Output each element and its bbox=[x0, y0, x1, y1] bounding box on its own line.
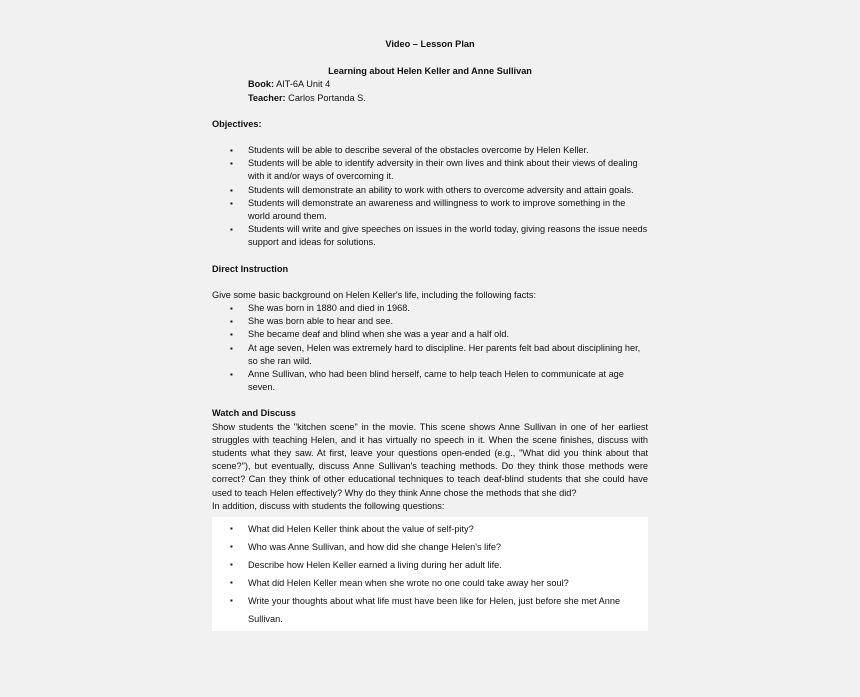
bullet-icon: ▪ bbox=[230, 304, 233, 314]
book-value: AIT-6A Unit 4 bbox=[274, 79, 331, 90]
bullet-icon: ▪ bbox=[230, 185, 233, 195]
list-item: ▪ Describe how Helen Keller earned a living during her adult life. bbox=[212, 556, 648, 574]
watch-discuss-heading: Watch and Discuss bbox=[212, 408, 296, 419]
list-item: ▪ What did Helen Keller mean when she wrote no one could take away her soul? bbox=[212, 574, 648, 592]
objectives-list bbox=[212, 144, 648, 250]
addition-intro: In addition, discuss with students the following questions: bbox=[212, 500, 445, 511]
objectives-heading: Objectives: bbox=[212, 118, 262, 129]
bullet-icon: ▪ bbox=[230, 370, 233, 380]
bullet-icon: ▪ bbox=[230, 330, 233, 340]
bullet-icon: ▪ bbox=[230, 159, 233, 169]
list-item: ▪ Who was Anne Sullivan, and how did she change Helen's life? bbox=[212, 538, 648, 556]
direct-instruction-heading: Direct Instruction bbox=[212, 263, 289, 274]
questions-list bbox=[212, 520, 648, 628]
bullet-icon: ▪ bbox=[230, 146, 233, 156]
bullet-icon: ▪ bbox=[230, 343, 233, 353]
bullet-icon: ▪ bbox=[230, 198, 233, 208]
list-item: ▪ Students will be able to identify adversity in their own lives and think about their views of dealing with it and/or ways of overcoming it. bbox=[230, 158, 638, 182]
list-item: ▪ Students will demonstrate an awareness and willingness to work to improve something in the world around them. bbox=[230, 197, 626, 222]
bullet-icon: ▪ bbox=[230, 317, 233, 327]
bullet-icon: ▪ bbox=[230, 596, 233, 606]
direct-instruction-intro: Give some basic background on Helen Keller's life, including the following facts: bbox=[212, 289, 536, 300]
list-item: ▪ Students will be able to describe several of the obstacles overcome by Helen Keller. bbox=[212, 144, 648, 157]
teacher-label: Teacher: bbox=[248, 92, 286, 103]
list-item: ▪ At age seven, Helen was extremely hard to discipline. Her parents felt bad about disciplining her, so she ran wild. bbox=[230, 342, 641, 366]
bullet-icon: ▪ bbox=[230, 524, 233, 534]
list-item: ▪ What did Helen Keller think about the value of self-pity? bbox=[212, 520, 648, 538]
lesson-plan bbox=[212, 38, 648, 631]
questions-box bbox=[212, 517, 648, 631]
list-item: ▪ She was born in 1880 and died in 1968. bbox=[212, 302, 648, 315]
teacher-line bbox=[212, 92, 648, 105]
bullet-icon: ▪ bbox=[230, 225, 233, 235]
book-label: Book: bbox=[248, 79, 275, 90]
teacher-value: Carlos Portanda S. bbox=[285, 92, 366, 103]
book-line bbox=[212, 78, 648, 91]
list-item: ▪ Write your thoughts about what life must have been like for Helen, just before she met Anne Sullivan. bbox=[212, 592, 648, 628]
list-item: ▪ She was born able to hear and see. bbox=[212, 315, 648, 328]
bullet-icon: ▪ bbox=[230, 578, 233, 588]
bullet-icon: ▪ bbox=[230, 560, 233, 570]
list-item: ▪ Students will write and give speeches on issues in the world today, giving reasons the issue needs support and ideas for solutions. bbox=[230, 224, 648, 248]
document-subtitle: Learning about Helen Keller and Anne Sullivan bbox=[328, 66, 532, 77]
facts-list bbox=[212, 302, 648, 394]
document-title: Video – Lesson Plan bbox=[385, 39, 475, 49]
list-item: ▪ Anne Sullivan, who had been blind herself, came to help teach Helen to communicate at age seven. bbox=[230, 369, 624, 393]
watch-discuss-paragraph: Show students the "kitchen scene" in the movie. This scene shows Anne Sullivan in one of her earliest struggles with teaching Helen, and it has virtually no speech in it. When the scene finishes, discuss with students what they saw. At first, leave your questions open-ended (e.g., "What did you think about that scene?"), but eventually, discuss Anne Sullivan's teaching methods. Do they think those methods were correct? Can they think of other educational techniques to teach deaf-blind students that she could have used to teach Helen effectively? Why do they think Anne chose the methods that she did? bbox=[212, 421, 648, 498]
list-item: ▪ She became deaf and blind when she was a year and a half old. bbox=[212, 328, 648, 341]
list-item: ▪ Students will demonstrate an ability to work with others to overcome adversity and attain goals. bbox=[212, 184, 648, 197]
bullet-icon: ▪ bbox=[230, 542, 233, 552]
